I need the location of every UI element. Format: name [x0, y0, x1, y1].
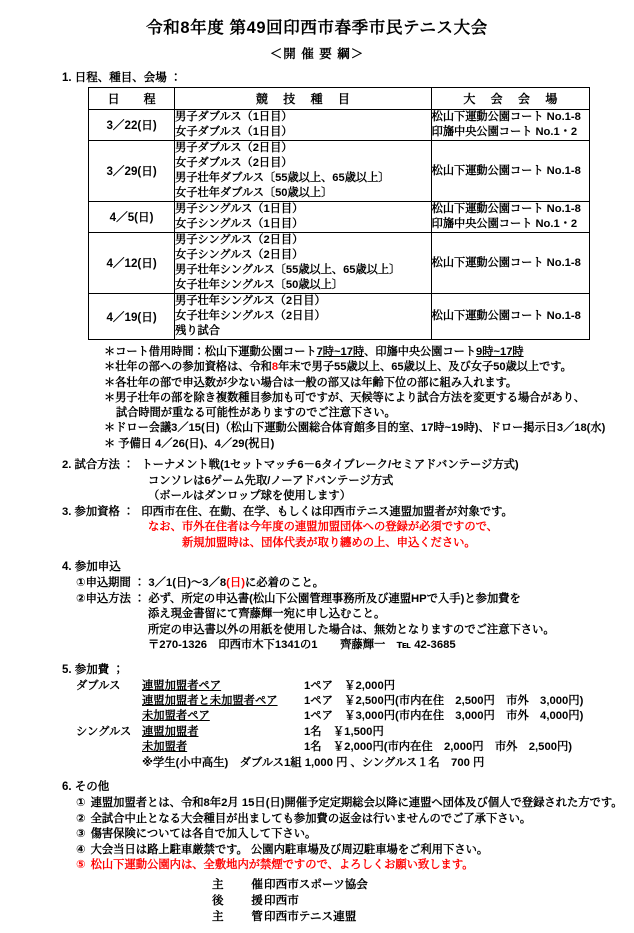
other-item-marker: ⑤ — [76, 859, 86, 872]
event-line: 女子壮年シングルス〔50歳以上〕 — [175, 279, 344, 291]
organizer-name: 印西市スポーツ協会 — [264, 877, 368, 891]
fee-amount: 1ペア ￥2,000円 — [304, 679, 396, 692]
fee-student-note: ※学生(小中高生) ダブルス1組 1,000 円 、シングルス１名 700 円 — [142, 756, 485, 769]
fee-category — [76, 694, 142, 709]
note-multi-entry: ＊男子壮年の部を除き複数種目参加も可ですが、天候等により試合方法を変更する場合があり、 — [104, 391, 586, 404]
organizer-row — [62, 893, 616, 909]
fee-category — [76, 709, 142, 724]
event-line: 男子壮年シングルス（2日目） — [175, 295, 326, 307]
note-multi-entry-cont: 試合時間が重なる可能性がありますのでご注意下さい。 — [116, 407, 396, 420]
fee-kind: 未加盟者 — [142, 741, 188, 754]
section3-line1 — [62, 505, 616, 521]
note-court-hours-time2: 9時~17時 — [476, 346, 524, 358]
venue-line: 松山下運動公園コート No.1-8 — [431, 203, 581, 215]
cell-events — [175, 202, 432, 233]
section-other — [62, 778, 623, 874]
organizer-label: 後 援 — [212, 893, 271, 907]
section4-address: 〒270-1326 印西市木下1341の1 齊藤輝一 ℡ 42-3685 — [148, 639, 456, 652]
venue-line: 印旛中央公園コート No.1・2 — [431, 218, 578, 230]
page-subtitle: ＜開 催 要 綱＞ — [269, 47, 365, 61]
section3-heading: 3. 参加資格 ： — [62, 505, 135, 518]
section2-heading: 2. 試合方法 ： — [62, 459, 135, 472]
section5-heading: 5. 参加費 ； — [62, 663, 124, 676]
organizer-row — [62, 909, 616, 925]
fee-amount: 1ペア ￥2,500円(市内在住 2,500円 市外 3,000円) — [304, 694, 584, 707]
fee-row — [76, 709, 616, 724]
note-senior-year: 8 — [271, 361, 279, 374]
other-item-marker: ② — [76, 812, 86, 825]
other-item — [62, 812, 616, 828]
cell-venues — [431, 294, 589, 340]
fee-kind: 連盟加盟者ペア — [142, 679, 222, 692]
other-item — [62, 796, 623, 812]
column-header-venue: 大 会 会 場 — [431, 88, 589, 110]
section3-text1: 印西市在住、在勤、在学、もしくは印西市テニス連盟加盟者が対象です。 — [141, 505, 513, 518]
other-item — [62, 827, 616, 843]
fee-table — [62, 679, 616, 772]
document-page — [0, 14, 634, 933]
section-fees — [62, 661, 616, 772]
section4-period-red: (日) — [226, 577, 245, 590]
event-line: 男子ダブルス（2日目） — [175, 142, 293, 154]
section4-method-cont1: 添え現金書留にて齊藤輝一宛に申し込むこと。 — [148, 608, 386, 621]
event-line: 残り試合 — [175, 325, 220, 337]
fee-row — [76, 694, 616, 709]
note-court-hours-part2: 、印旛中央公園コート — [364, 346, 477, 358]
note-reserve-days: ＊ 予備日 4／26(日)、4／29(祝日) — [104, 437, 275, 450]
section4-period-part1: ①申込期間 ： 3／1(日)～3／8 — [76, 577, 227, 590]
table-row — [89, 110, 590, 141]
section-application — [62, 558, 616, 654]
fee-amount: 1名 ￥2,000円(市内在住 2,000円 市外 2,500円) — [304, 741, 573, 754]
column-header-event: 競 技 種 目 — [175, 88, 432, 110]
event-line: 男子壮年シングルス〔55歳以上、65歳以上〕 — [175, 264, 401, 276]
section4-method: ②申込方法 ： 必ず、所定の申込書(松山下公園管理事務所及び連盟HPで入手)と参加費を — [76, 592, 521, 605]
event-line: 女子シングルス（1日目） — [175, 218, 304, 230]
event-line: 男子ダブルス（1日目） — [175, 111, 293, 123]
other-item-text: 松山下運動公園内は、全敷地内が禁煙ですので、よろしくお願い致します。 — [90, 859, 474, 872]
venue-line: 印旛中央公園コート No.1・2 — [431, 126, 578, 138]
venue-line: 松山下運動公園コート No.1-8 — [431, 256, 581, 269]
cell-venues — [431, 110, 589, 141]
section4-period — [62, 576, 616, 592]
table-row — [89, 141, 590, 202]
organizer-row — [62, 877, 616, 893]
section6-heading: 6. その他 — [62, 781, 110, 794]
cell-date: 3／29(日) — [89, 141, 175, 202]
section-eligibility — [62, 505, 616, 552]
fee-amount: 1ペア ￥3,000円(市内在住 3,000円 市外 4,000円) — [304, 710, 584, 723]
cell-venues — [431, 233, 589, 294]
event-line: 男子シングルス（2日目） — [175, 234, 304, 246]
fee-kind: 未加盟者ペア — [142, 710, 210, 723]
event-line: 女子壮年シングルス（2日目） — [175, 310, 326, 322]
organizer-label: 主 催 — [212, 877, 271, 891]
venue-line: 松山下運動公園コート No.1-8 — [431, 310, 581, 322]
event-line: 男子シングルス（1日目） — [175, 203, 304, 215]
note-senior-part1: ＊壮年の部への参加資格は、令和 — [104, 361, 272, 374]
fee-category: シングルス — [76, 725, 132, 738]
fee-category: ダブルス — [76, 679, 121, 692]
footer-organizers — [62, 877, 616, 925]
section2-text2: コンソレは6ゲーム先取/ノーアドバンテージ方式 — [148, 474, 394, 487]
organizer-name: 印西市 — [264, 893, 299, 907]
note-court-hours-time1: 7時~17時 — [316, 346, 365, 358]
event-line: 女子シングルス（2日目） — [175, 249, 304, 261]
note-draw-meeting: ＊ドロー会議3／15(日)（松山下運動公園総合体育館多目的室、17時~19時)、ドロー掲示日3／18(水) — [104, 422, 606, 435]
section-match-method — [62, 458, 616, 505]
other-item-marker: ④ — [76, 843, 86, 856]
cell-date: 3／22(日) — [89, 110, 175, 141]
organizer-label: 主 管 — [212, 909, 271, 923]
table-row — [89, 233, 590, 294]
cell-venues — [431, 202, 589, 233]
section2-text1: トーナメント戦(1セットマッチ6－6タイブレーク/セミアドバンテージ方式) — [141, 459, 519, 472]
note-senior-part2: 年末で男子55歳以上、65歳以上、及び女子50歳以上です。 — [278, 361, 572, 374]
column-header-date: 日 程 — [89, 88, 175, 110]
organizer-name: 印西市テニス連盟 — [264, 909, 357, 923]
cell-date: 4／12(日) — [89, 233, 175, 294]
cell-venues — [431, 141, 589, 202]
other-item — [62, 858, 616, 874]
table-row — [89, 202, 590, 233]
section4-period-part2: に必着のこと。 — [245, 577, 325, 590]
section-schedule — [62, 69, 616, 85]
section2-text3: （ボールはダンロップ球を使用します） — [148, 490, 352, 503]
section3-red-note2: 新規加盟時は、団体代表が取り纏めの上、申込ください。 — [182, 536, 476, 549]
fee-kind: 連盟加盟者 — [142, 725, 199, 738]
fee-row — [76, 679, 616, 694]
venue-line: 松山下運動公園コート No.1-8 — [431, 111, 581, 123]
other-item-text: 大会当日は路上駐車厳禁です。 公園内駐車場及び周辺駐車場をご利用下さい。 — [90, 843, 489, 856]
section4-method-cont2: 所定の申込書以外の用紙を使用した場合は、無効となりますのでご注意下さい。 — [148, 623, 555, 636]
note-court-hours — [104, 345, 634, 360]
event-line: 女子壮年ダブルス〔50歳以上〕 — [175, 187, 333, 199]
note-senior-eligibility — [104, 360, 634, 375]
other-item-text: 傷害保険については各自で加入して下さい。 — [90, 828, 317, 841]
note-low-entry: ＊各壮年の部で申込数が少ない場合は一般の部又は年齢下位の部に組み入れます。 — [104, 376, 518, 389]
section4-heading: 4. 参加申込 — [62, 561, 121, 574]
other-item-text: 全試合中止となる大会種目が出ましても参加費の返金は行いませんのでご了承下さい。 — [90, 812, 532, 825]
fee-category — [76, 740, 142, 755]
event-line: 男子壮年ダブルス〔55歳以上、65歳以上〕 — [175, 172, 390, 184]
fee-kind: 連盟加盟者と未加盟者ペア — [142, 694, 278, 707]
cell-events — [175, 233, 432, 294]
other-item-marker: ③ — [76, 828, 86, 841]
cell-date: 4／19(日) — [89, 294, 175, 340]
table-row — [89, 294, 590, 340]
event-line: 女子ダブルス（2日目） — [175, 157, 293, 169]
other-item-marker: ① — [76, 797, 86, 810]
cell-events — [175, 141, 432, 202]
page-title: 令和8年度 第49回印西市春季市民テニス大会 — [146, 19, 488, 37]
note-court-hours-part1: ＊コート借用時間：松山下運動公園コート — [104, 346, 317, 358]
venue-line: 松山下運動公園コート No.1-8 — [431, 164, 581, 177]
other-item-text: 連盟加盟者とは、令和8年2月 15日(日)開催予定定期総会以降に連盟へ団体及び個人で登録された方です。 — [90, 797, 623, 810]
fee-row — [76, 725, 616, 740]
section1-heading: 1. 日程、種目、会場 ： — [62, 72, 182, 84]
section2-line1 — [62, 458, 616, 474]
fee-row — [76, 740, 616, 755]
section3-red-note1: なお、市外在住者は今年度の連盟加盟団体への登録が必須ですので、 — [148, 521, 498, 534]
schedule-notes — [104, 345, 634, 452]
schedule-table-wrapper — [88, 87, 634, 340]
other-item — [62, 843, 616, 859]
cell-events — [175, 110, 432, 141]
table-header-row — [89, 88, 590, 110]
event-line: 女子ダブルス（1日目） — [175, 126, 293, 138]
schedule-table — [88, 87, 590, 340]
cell-date: 4／5(日) — [89, 202, 175, 233]
fee-amount: 1名 ￥1,500円 — [304, 725, 384, 738]
cell-events — [175, 294, 432, 340]
